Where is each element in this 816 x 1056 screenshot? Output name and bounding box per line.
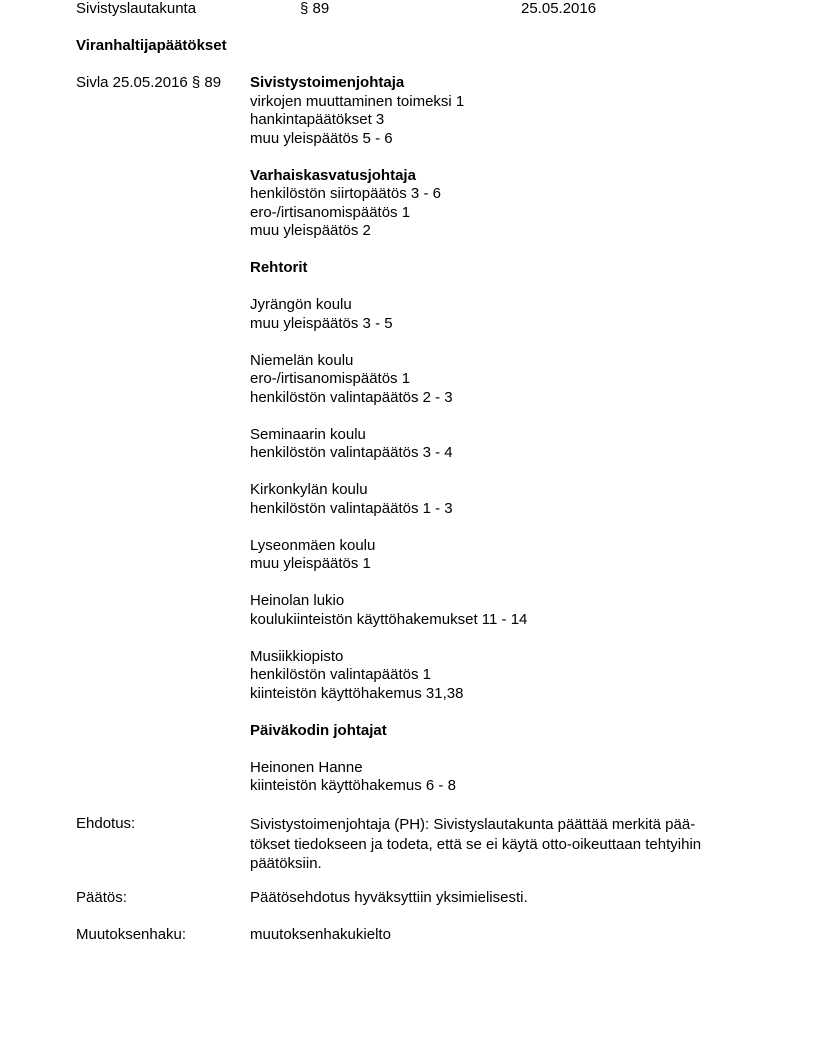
unit-name: Kirkonkylän koulu bbox=[250, 481, 368, 498]
meeting-reference: Sivla 25.05.2016 § 89 bbox=[76, 74, 222, 91]
meeting-date: 25.05.2016 bbox=[521, 0, 597, 17]
proposal-label: Ehdotus: bbox=[76, 815, 136, 832]
proposal-line: päätöksiin. bbox=[250, 855, 322, 872]
unit-name: Musiikkiopisto bbox=[250, 647, 344, 665]
group-heading: Rehtorit bbox=[250, 259, 308, 276]
unit-name: Heinonen Hanne bbox=[250, 758, 363, 776]
unit-name: Heinolan lukio bbox=[250, 592, 345, 609]
decision-item: kiinteistön käyttöhakemus 31,38 bbox=[250, 684, 464, 702]
decision-label: Päätös: bbox=[76, 889, 127, 906]
board-name: Sivistyslautakunta bbox=[76, 0, 197, 17]
decision-item: ero-/irtisanomispäätös 1 bbox=[250, 203, 411, 221]
section-number: § 89 bbox=[300, 0, 330, 17]
proposal-text bbox=[250, 815, 701, 874]
page-title: Viranhaltijapäätökset bbox=[76, 37, 227, 54]
appeal-label: Muutoksenhaku: bbox=[76, 926, 187, 943]
group-heading: Varhaiskasvatusjohtaja bbox=[250, 166, 416, 184]
decision-item: henkilöstön valintapäätös 1 - 3 bbox=[250, 499, 453, 517]
decision-item: kiinteistön käyttöhakemus 6 - 8 bbox=[250, 777, 456, 794]
unit-name: Niemelän koulu bbox=[250, 351, 354, 369]
decision-item: muu yleispäätös 3 - 5 bbox=[250, 314, 393, 332]
decision-item: henkilöstön valintapäätös 2 - 3 bbox=[250, 388, 453, 406]
decision-item: muu yleispäätös 5 - 6 bbox=[250, 129, 393, 147]
unit-name: Seminaarin koulu bbox=[250, 425, 366, 443]
unit-name: Lyseonmäen koulu bbox=[250, 536, 376, 554]
appeal-text: muutoksenhakukielto bbox=[250, 926, 391, 943]
decision-text: Päätösehdotus hyväksyttiin yksimielisesti. bbox=[250, 889, 528, 906]
decision-item: hankintapäätökset 3 bbox=[250, 111, 385, 128]
decision-item: henkilöstön valintapäätös 1 bbox=[250, 666, 431, 683]
decision-item: muu yleispäätös 2 bbox=[250, 222, 371, 239]
proposal-line: tökset tiedokseen ja todeta, että se ei käytä otto-oikeuttaan tehtyihin bbox=[250, 835, 702, 853]
unit-name: Jyrängön koulu bbox=[250, 296, 352, 313]
decision-item: muu yleispäätös 1 bbox=[250, 555, 371, 572]
decision-item: henkilöstön valintapäätös 3 - 4 bbox=[250, 444, 453, 461]
proposal-line: Sivistystoimenjohtaja (PH): Sivistyslautakunta päättää merkitä pää- bbox=[250, 816, 696, 833]
decision-item: ero-/irtisanomispäätös 1 bbox=[250, 370, 411, 387]
decision-list bbox=[250, 74, 740, 796]
group-heading: Päiväkodin johtajat bbox=[250, 721, 387, 739]
group-heading: Sivistystoimenjohtaja bbox=[250, 74, 405, 91]
decision-item: virkojen muuttaminen toimeksi 1 bbox=[250, 92, 465, 110]
decision-item: koulukiinteistön käyttöhakemukset 11 - 14 bbox=[250, 610, 528, 628]
decision-item: henkilöstön siirtopäätös 3 - 6 bbox=[250, 185, 441, 202]
